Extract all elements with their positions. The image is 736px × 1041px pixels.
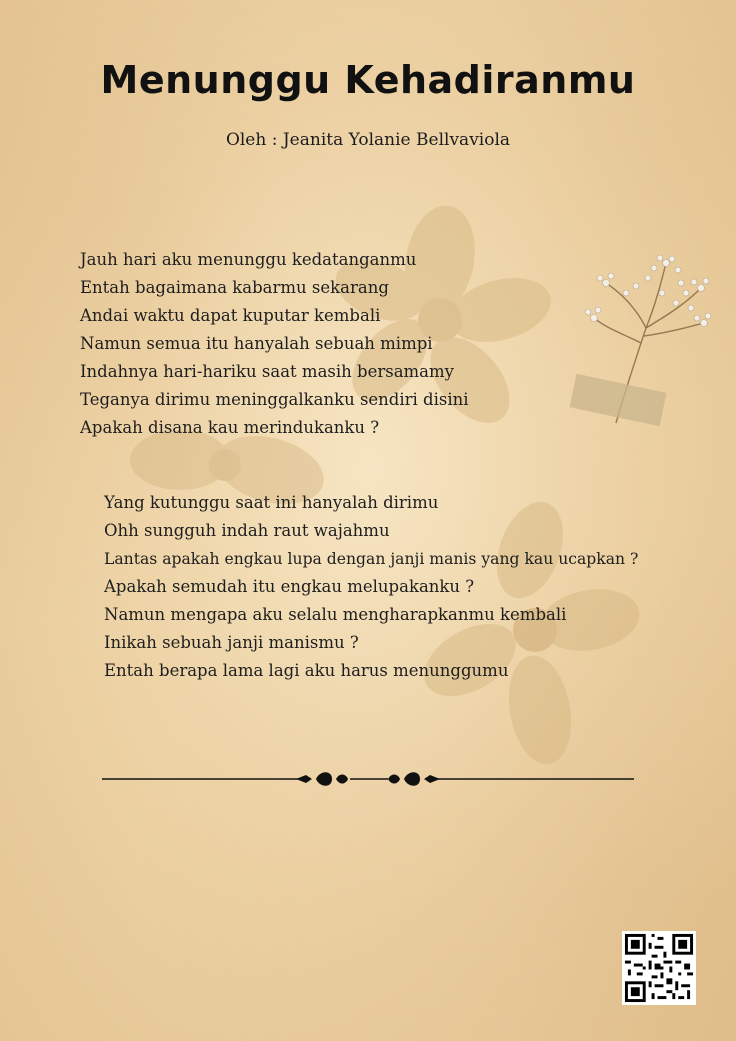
poem-line: Entah berapa lama lagi aku harus menunggumu: [104, 661, 509, 680]
poem-line: Apakah semudah itu engkau melupakanku ?: [104, 577, 475, 596]
poem-line: Yang kutunggu saat ini hanyalah dirimu: [104, 493, 439, 512]
poem-line: Namun semua itu hanyalah sebuah mimpi: [80, 334, 433, 353]
poem-line: Indahnya hari-hariku saat masih bersamamy: [80, 362, 454, 381]
poem-line: Lantas apakah engkau lupa dengan janji manis yang kau ucapkan ?: [104, 550, 639, 568]
poem-line: Teganya dirimu meninggalkanku sendiri disini: [80, 390, 469, 409]
poem-line: Apakah disana kau merindukanku ?: [80, 418, 380, 437]
poem-title: Menunggu Kehadiranmu: [100, 58, 636, 102]
ornamental-divider-icon: [100, 766, 636, 792]
stanza-2: [104, 489, 638, 685]
poem-line: Andai waktu dapat kuputar kembali: [80, 306, 381, 325]
poem-line: Inikah sebuah janji manismu ?: [104, 633, 359, 652]
stanza-1: [80, 246, 469, 442]
poem-author: Oleh : Jeanita Yolanie Bellvaviola: [225, 130, 511, 150]
poem-line: Ohh sungguh indah raut wajahmu: [104, 521, 390, 540]
babys-breath-sprig-icon: [566, 248, 716, 438]
poem-line: Namun mengapa aku selalu mengharapkanmu kembali: [104, 605, 567, 624]
poem-line: Entah bagaimana kabarmu sekarang: [80, 278, 389, 297]
poem-line: Jauh hari aku menunggu kedatanganmu: [80, 250, 417, 269]
qr-code-icon: [622, 931, 696, 1005]
